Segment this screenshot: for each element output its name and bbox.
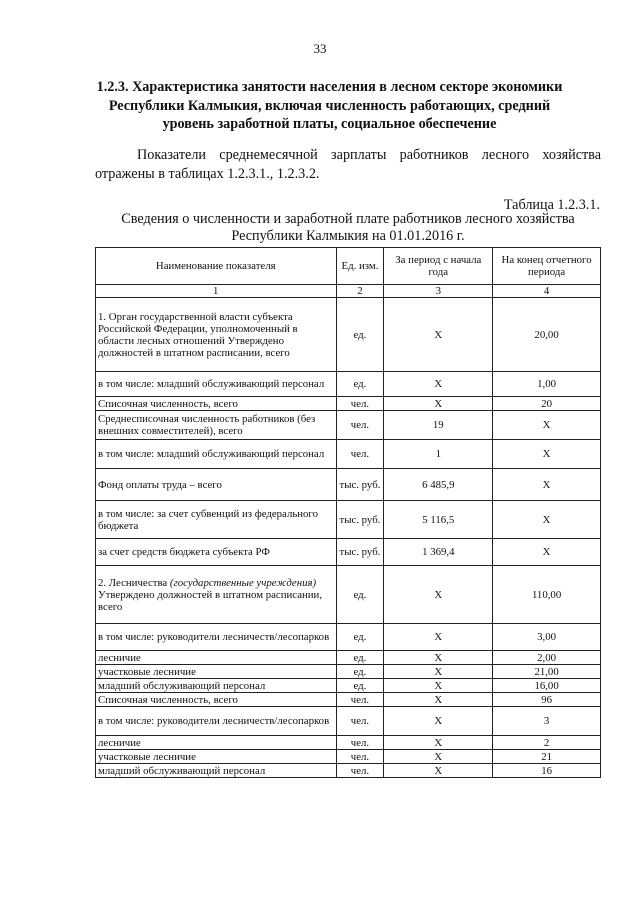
- row-unit: чел.: [336, 397, 384, 411]
- table-row: [96, 764, 601, 778]
- row-end-value: Х: [493, 539, 601, 566]
- row-end-value: 1,00: [493, 372, 601, 397]
- row-unit: чел.: [336, 736, 384, 750]
- table-row: [96, 501, 601, 539]
- row-unit: ед.: [336, 651, 384, 665]
- table-row: [96, 298, 601, 372]
- row-unit: тыс. руб.: [336, 469, 384, 501]
- row-indicator-name: в том числе: младший обслуживающий персонал: [96, 372, 337, 397]
- row-period-value: 19: [384, 411, 493, 440]
- row-indicator-name: в том числе: младший обслуживающий персонал: [96, 440, 337, 469]
- row-indicator-name: Фонд оплаты труда – всего: [96, 469, 337, 501]
- table-row: [96, 693, 601, 707]
- table-row: [96, 411, 601, 440]
- table-number: Таблица 1.2.3.1.: [503, 197, 600, 213]
- row-end-value: 21,00: [493, 665, 601, 679]
- column-number: 4: [493, 285, 601, 298]
- row-indicator-name: Списочная численность, всего: [96, 693, 337, 707]
- row-end-value: 20,00: [493, 298, 601, 372]
- row-indicator-name: лесничие: [96, 736, 337, 750]
- row-period-value: Х: [384, 624, 493, 651]
- table-caption-line-1: Сведения о численности и заработной плате работников лесного хозяйства: [121, 211, 575, 227]
- staff-table: [95, 247, 601, 778]
- row-end-value: 3,00: [493, 624, 601, 651]
- table-header-row: [96, 248, 601, 285]
- row-indicator-name: в том числе: руководители лесничеств/лесопарков: [96, 624, 337, 651]
- page-number: 33: [313, 41, 327, 56]
- header-indicator: Наименование показателя: [96, 248, 337, 285]
- header-period: За период с начала года: [384, 248, 493, 285]
- row-end-value: 3: [493, 707, 601, 736]
- row-unit: ед.: [336, 679, 384, 693]
- row-indicator-name: за счет средств бюджета субъекта РФ: [96, 539, 337, 566]
- row-end-value: 2,00: [493, 651, 601, 665]
- row-unit: ед.: [336, 624, 384, 651]
- intro-line-1: Показатели среднемесячной зарплаты работников лесного хозяйства: [137, 147, 601, 163]
- row-unit: чел.: [336, 750, 384, 764]
- column-number-row: [96, 285, 601, 298]
- row-period-value: Х: [384, 372, 493, 397]
- row-period-value: Х: [384, 651, 493, 665]
- table-row: [96, 750, 601, 764]
- row-unit: чел.: [336, 693, 384, 707]
- row-indicator-name: участковые лесничие: [96, 750, 337, 764]
- table-row: [96, 372, 601, 397]
- row-period-value: Х: [384, 298, 493, 372]
- table-row: [96, 679, 601, 693]
- table-row: [96, 566, 601, 624]
- header-unit: Ед. изм.: [336, 248, 384, 285]
- row-period-value: 1: [384, 440, 493, 469]
- row-indicator-name: Среднесписочная численность работников (без внешних совместителей), всего: [96, 411, 337, 440]
- row-indicator-name: младший обслуживающий персонал: [96, 679, 337, 693]
- intro-paragraph: [95, 146, 601, 184]
- row-indicator-name: Списочная численность, всего: [96, 397, 337, 411]
- row-indicator-name: в том числе: за счет субвенций из федерального бюджета: [96, 501, 337, 539]
- row-unit: ед.: [336, 372, 384, 397]
- row-period-value: Х: [384, 764, 493, 778]
- intro-line-2: отражены в таблицах 1.2.3.1., 1.2.3.2.: [95, 166, 320, 182]
- row-period-value: Х: [384, 707, 493, 736]
- table-row: [96, 397, 601, 411]
- table-row: [96, 469, 601, 501]
- row-unit: ед.: [336, 566, 384, 624]
- table-caption: [95, 211, 601, 245]
- row-period-value: Х: [384, 679, 493, 693]
- row-period-value: Х: [384, 397, 493, 411]
- row-end-value: 2: [493, 736, 601, 750]
- section-heading: 1.2.3. Характеристика занятости населения в лесном секторе экономики Республики Калмыкия, включая численность работающих, средний уровень заработной платы, социальное обеспечение: [96, 79, 563, 132]
- row-unit: чел.: [336, 764, 384, 778]
- row-end-value: 16,00: [493, 679, 601, 693]
- column-number: 3: [384, 285, 493, 298]
- row-unit: чел.: [336, 707, 384, 736]
- row-end-value: 16: [493, 764, 601, 778]
- table-row: [96, 440, 601, 469]
- row-name-suffix: Утверждено должностей в штатном расписании, всего: [98, 588, 323, 613]
- column-number: 1: [96, 285, 337, 298]
- row-end-value: 21: [493, 750, 601, 764]
- table-row: [96, 651, 601, 665]
- row-unit: тыс. руб.: [336, 501, 384, 539]
- row-period-value: Х: [384, 665, 493, 679]
- row-unit: чел.: [336, 411, 384, 440]
- row-indicator-name: [96, 566, 337, 624]
- table-row: [96, 539, 601, 566]
- row-period-value: 1 369,4: [384, 539, 493, 566]
- row-indicator-name: лесничие: [96, 651, 337, 665]
- row-end-value: 20: [493, 397, 601, 411]
- header-end: На конец отчетного периода: [493, 248, 601, 285]
- row-end-value: Х: [493, 411, 601, 440]
- table-body: [96, 298, 601, 778]
- table-row: [96, 736, 601, 750]
- row-indicator-name: в том числе: руководители лесничеств/лесопарков: [96, 707, 337, 736]
- row-unit: ед.: [336, 298, 384, 372]
- row-unit: чел.: [336, 440, 384, 469]
- row-indicator-name: участковые лесничие: [96, 665, 337, 679]
- row-period-value: 6 485,9: [384, 469, 493, 501]
- row-unit: тыс. руб.: [336, 539, 384, 566]
- row-period-value: 5 116,5: [384, 501, 493, 539]
- row-period-value: Х: [384, 566, 493, 624]
- row-end-value: Х: [493, 469, 601, 501]
- row-period-value: Х: [384, 736, 493, 750]
- row-end-value: Х: [493, 440, 601, 469]
- row-indicator-name: младший обслуживающий персонал: [96, 764, 337, 778]
- table-row: [96, 665, 601, 679]
- row-end-value: 96: [493, 693, 601, 707]
- row-indicator-name: 1. Орган государственной власти субъекта Российской Федерации, уполномоченный в области лесных отношений Утверждено должностей в штатном расписании, всего: [96, 298, 337, 372]
- column-number: 2: [336, 285, 384, 298]
- row-period-value: Х: [384, 693, 493, 707]
- table-caption-line-2: Республики Калмыкия на 01.01.2016 г.: [231, 228, 465, 244]
- row-name-prefix: 2. Лесничества: [98, 576, 170, 589]
- row-end-value: Х: [493, 501, 601, 539]
- row-name-italic: (государственные учреждения): [169, 576, 317, 589]
- row-unit: ед.: [336, 665, 384, 679]
- row-end-value: 110,00: [493, 566, 601, 624]
- table-row: [96, 707, 601, 736]
- row-period-value: Х: [384, 750, 493, 764]
- table-row: [96, 624, 601, 651]
